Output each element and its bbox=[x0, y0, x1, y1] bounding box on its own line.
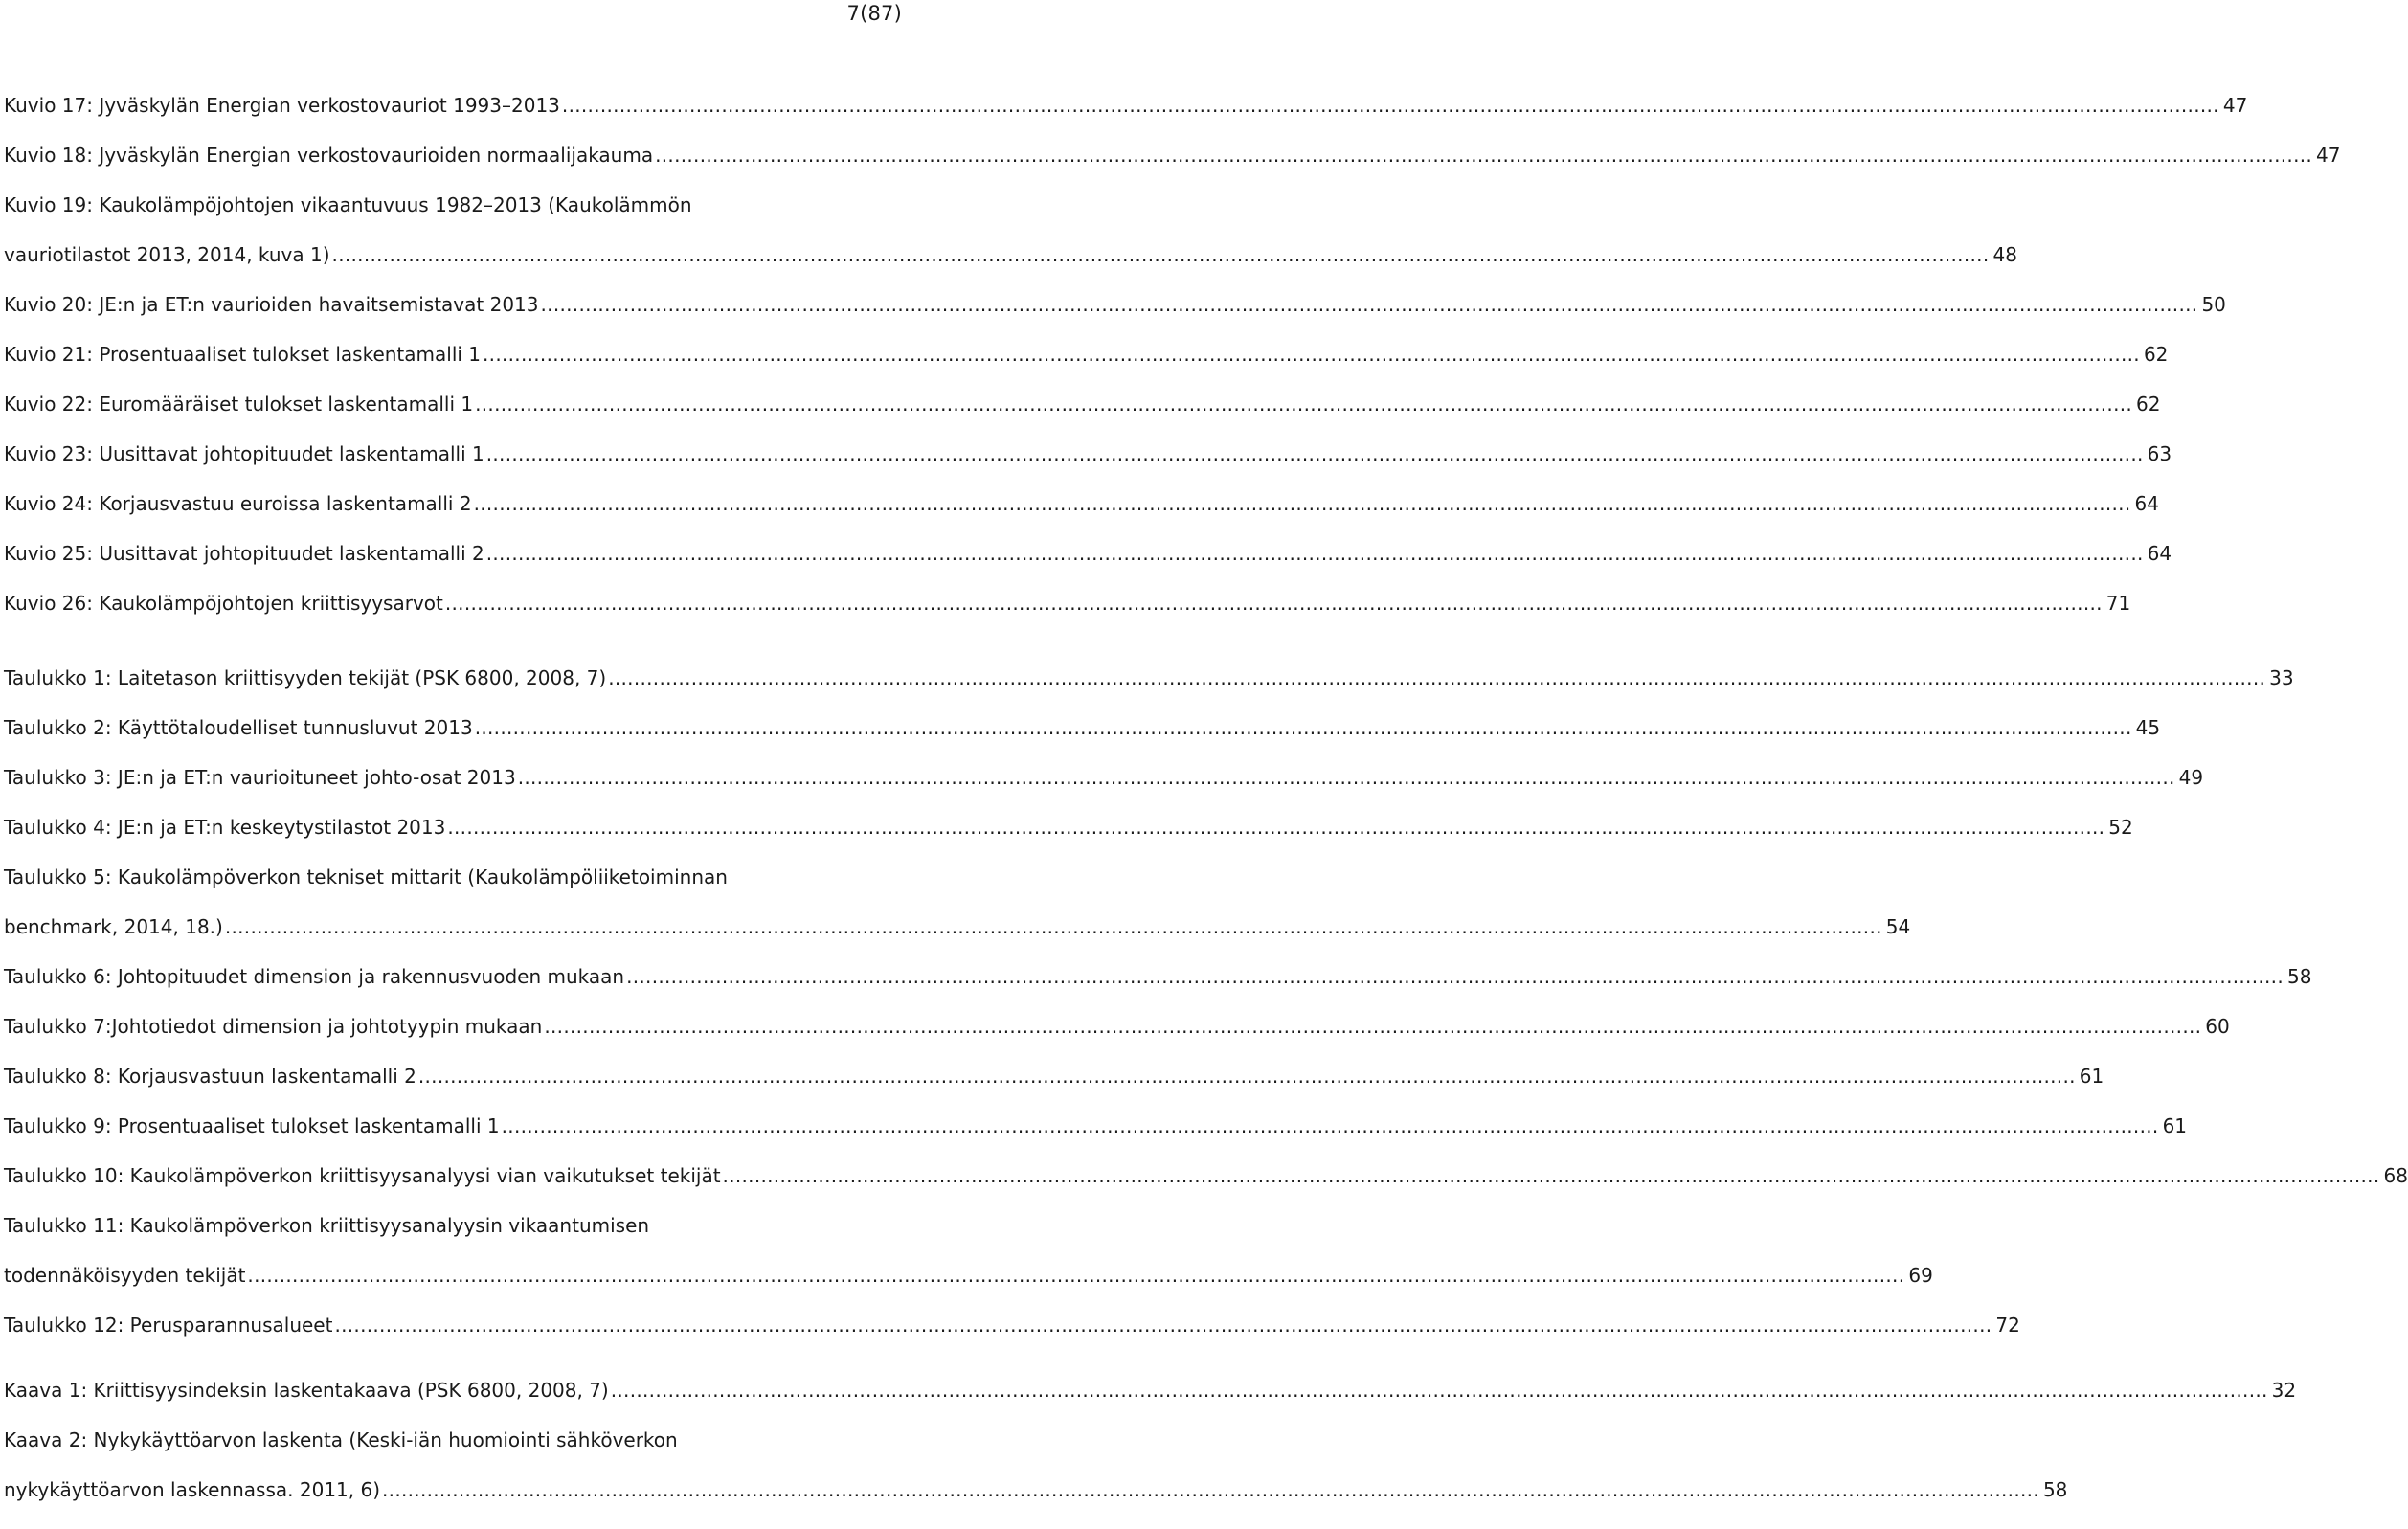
figure-entry[interactable] bbox=[4, 180, 902, 230]
toc-entry-title: Taulukko 9: Prosentuaaliset tulokset laskentamalli 1 bbox=[4, 1114, 500, 1137]
toc-entry-page: 63 bbox=[2147, 442, 2172, 465]
toc-entry-page: 60 bbox=[2205, 1015, 2230, 1038]
toc-entry-title: Taulukko 7:Johtotiedot dimension ja johtotyypin mukaan bbox=[4, 1015, 543, 1038]
table-entry[interactable] bbox=[4, 1001, 2230, 1051]
toc-entry-title: benchmark, 2014, 18.) bbox=[4, 915, 223, 938]
toc-entry-title: nykykäyttöarvon laskennassa. 2011, 6) bbox=[4, 1478, 381, 1501]
table-entry[interactable] bbox=[4, 753, 2204, 802]
dot-leader bbox=[562, 80, 2219, 130]
page-number: 7(87) bbox=[846, 2, 902, 25]
toc-entry-title: Taulukko 6: Johtopituudet dimension ja rakennusvuoden mukaan bbox=[4, 965, 625, 988]
toc-entry-page: 52 bbox=[2108, 816, 2133, 839]
dot-leader bbox=[723, 1151, 2380, 1201]
table-entry[interactable] bbox=[4, 1201, 902, 1250]
figure-entry[interactable] bbox=[4, 280, 2226, 329]
dot-leader bbox=[474, 479, 2131, 528]
figure-entry[interactable] bbox=[4, 230, 2017, 280]
toc-entry-page: 54 bbox=[1885, 915, 1911, 938]
table-entry[interactable] bbox=[4, 653, 2294, 703]
toc-entry-title: Kuvio 18: Jyväskylän Energian verkostovaurioiden normaalijakauma bbox=[4, 144, 654, 167]
toc-entry-title: Taulukko 11: Kaukolämpöverkon kriittisyysanalyysin vikaantumisen bbox=[4, 1214, 650, 1237]
dot-leader bbox=[418, 1051, 2076, 1101]
toc-entry-title: Kuvio 24: Korjausvastuu euroissa laskentamalli 2 bbox=[4, 492, 472, 515]
toc-entry-page: 48 bbox=[1992, 243, 2017, 266]
table-entry[interactable] bbox=[4, 902, 1911, 952]
toc-entry-title: Taulukko 1: Laitetason kriittisyyden tekijät (PSK 6800, 2008, 7) bbox=[4, 666, 607, 689]
dot-leader bbox=[332, 230, 1990, 280]
toc-entry-title: Kaava 1: Kriittisyysindeksin laskentakaava (PSK 6800, 2008, 7) bbox=[4, 1379, 609, 1402]
dot-leader bbox=[608, 653, 2265, 703]
toc-entry-page: 61 bbox=[2162, 1114, 2188, 1137]
dot-leader bbox=[486, 528, 2144, 578]
toc-entry-title: Taulukko 5: Kaukolämpöverkon tekniset mittarit (Kaukolämpöliiketoiminnan bbox=[4, 866, 728, 888]
dot-leader bbox=[475, 703, 2132, 753]
dot-leader bbox=[655, 130, 2312, 180]
figure-entry[interactable] bbox=[4, 80, 2248, 130]
table-entry[interactable] bbox=[4, 852, 902, 902]
dot-leader bbox=[541, 280, 2198, 329]
toc-entry-title: Taulukko 3: JE:n ja ET:n vaurioituneet johto-osat 2013 bbox=[4, 766, 516, 789]
dot-leader bbox=[445, 578, 2103, 628]
figure-entry[interactable] bbox=[4, 578, 2131, 628]
toc-entry-title: Taulukko 4: JE:n ja ET:n keskeytystilastot 2013 bbox=[4, 816, 446, 839]
toc-entry-title: Taulukko 2: Käyttötaloudelliset tunnusluvut 2013 bbox=[4, 716, 473, 739]
figure-entry[interactable] bbox=[4, 130, 2341, 180]
toc-entry-title: Kuvio 20: JE:n ja ET:n vaurioiden havaitsemistavat 2013 bbox=[4, 293, 539, 316]
figure-entry[interactable] bbox=[4, 329, 2169, 379]
table-entry[interactable] bbox=[4, 1051, 2104, 1101]
dot-leader bbox=[544, 1001, 2201, 1051]
dot-leader bbox=[225, 902, 1882, 952]
toc-entry-title: Taulukko 10: Kaukolämpöverkon kriittisyysanalyysi vian vaikutukset tekijät bbox=[4, 1164, 721, 1187]
toc-entry-title: Taulukko 12: Perusparannusalueet bbox=[4, 1314, 333, 1337]
toc-entry-page: 64 bbox=[2134, 492, 2159, 515]
dot-leader bbox=[475, 379, 2132, 429]
toc-entry-page: 47 bbox=[2316, 144, 2341, 167]
formula-entry[interactable] bbox=[4, 1465, 2068, 1515]
dot-leader bbox=[247, 1250, 1904, 1300]
toc-entry-title: Kuvio 25: Uusittavat johtopituudet laskentamalli 2 bbox=[4, 542, 484, 565]
list-of-formulas bbox=[4, 1365, 2297, 1515]
dot-leader bbox=[486, 429, 2144, 479]
toc-entry-page: 58 bbox=[2287, 965, 2312, 988]
dot-leader bbox=[334, 1300, 1992, 1350]
figure-entry[interactable] bbox=[4, 479, 2159, 528]
toc-entry-title: vauriotilastot 2013, 2014, kuva 1) bbox=[4, 243, 330, 266]
table-entry[interactable] bbox=[4, 1151, 2408, 1201]
toc-entry-page: 58 bbox=[2042, 1478, 2068, 1501]
toc-entry-page: 32 bbox=[2271, 1379, 2297, 1402]
toc-entry-page: 33 bbox=[2269, 666, 2294, 689]
table-entry[interactable] bbox=[4, 1300, 2020, 1350]
dot-leader bbox=[611, 1365, 2268, 1415]
list-of-figures bbox=[4, 80, 2341, 628]
figure-entry[interactable] bbox=[4, 528, 2172, 578]
toc-entry-page: 45 bbox=[2135, 716, 2161, 739]
dot-leader bbox=[447, 802, 2104, 852]
toc-entry-page: 64 bbox=[2147, 542, 2172, 565]
formula-entry[interactable] bbox=[4, 1365, 2297, 1415]
list-of-tables bbox=[4, 653, 2408, 1350]
dot-leader bbox=[382, 1465, 2039, 1515]
dot-leader bbox=[483, 329, 2140, 379]
toc-entry-page: 49 bbox=[2178, 766, 2204, 789]
toc-entry-title: Kuvio 17: Jyväskylän Energian verkostovauriot 1993–2013 bbox=[4, 94, 560, 117]
toc-entry-title: Kuvio 19: Kaukolämpöjohtojen vikaantuvuus 1982–2013 (Kaukolämmön bbox=[4, 193, 692, 216]
dot-leader bbox=[518, 753, 2175, 802]
toc-entry-page: 69 bbox=[1908, 1264, 1933, 1287]
dot-leader bbox=[626, 952, 2284, 1001]
toc-entry-page: 47 bbox=[2222, 94, 2248, 117]
toc-entry-page: 72 bbox=[1995, 1314, 2020, 1337]
toc-entry-title: Kaava 2: Nykykäyttöarvon laskenta (Keski-iän huomiointi sähköverkon bbox=[4, 1428, 678, 1451]
toc-entry-title: Kuvio 26: Kaukolämpöjohtojen kriittisyysarvot bbox=[4, 592, 443, 615]
dot-leader bbox=[502, 1101, 2159, 1151]
table-entry[interactable] bbox=[4, 802, 2133, 852]
table-entry[interactable] bbox=[4, 952, 2312, 1001]
toc-entry-page: 50 bbox=[2201, 293, 2226, 316]
toc-entry-title: Kuvio 22: Euromääräiset tulokset laskentamalli 1 bbox=[4, 393, 474, 416]
toc-entry-title: Kuvio 21: Prosentuaaliset tulokset laskentamalli 1 bbox=[4, 343, 482, 366]
toc-entry-page: 68 bbox=[2383, 1164, 2408, 1187]
formula-entry[interactable] bbox=[4, 1415, 902, 1465]
toc-entry-page: 71 bbox=[2105, 592, 2131, 615]
toc-entry-title: Taulukko 8: Korjausvastuun laskentamalli 2 bbox=[4, 1065, 416, 1088]
table-entry[interactable] bbox=[4, 1250, 1933, 1300]
toc-entry-title: todennäköisyyden tekijät bbox=[4, 1264, 246, 1287]
toc-entry-page: 62 bbox=[2143, 343, 2169, 366]
figure-entry[interactable] bbox=[4, 429, 2172, 479]
table-entry[interactable] bbox=[4, 1101, 2188, 1151]
table-entry[interactable] bbox=[4, 703, 2161, 753]
toc-entry-title: Kuvio 23: Uusittavat johtopituudet laskentamalli 1 bbox=[4, 442, 484, 465]
toc-entry-page: 61 bbox=[2079, 1065, 2104, 1088]
toc-entry-page: 62 bbox=[2136, 393, 2161, 416]
figure-entry[interactable] bbox=[4, 379, 2161, 429]
